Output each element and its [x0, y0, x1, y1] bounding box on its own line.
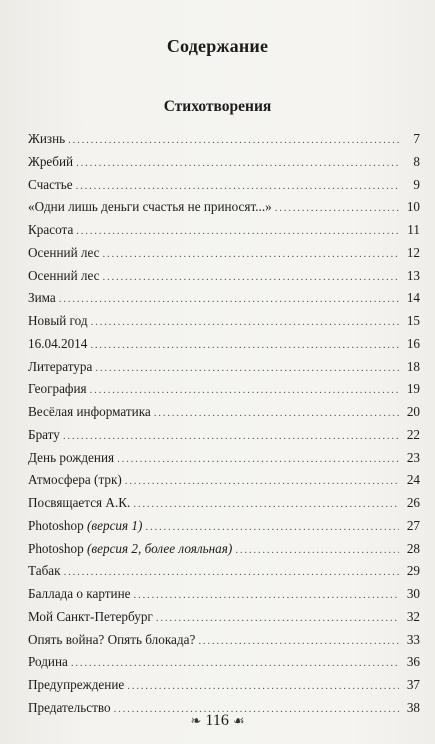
toc-entry-title — [28, 674, 124, 697]
toc-entry-title-text: Мой Санкт-Петербург — [28, 608, 153, 624]
toc-entry-page-number: 8 — [413, 153, 420, 169]
toc-entry — [28, 560, 420, 583]
toc-entry-title — [28, 356, 92, 379]
toc-entry — [28, 356, 420, 379]
toc-entry-title — [28, 560, 61, 583]
toc-entry — [28, 265, 420, 288]
toc-entry-page-number: 7 — [413, 131, 420, 146]
toc-leader-dots — [125, 470, 399, 493]
toc-entry-title-text: Опять война? Опять блокада? — [28, 631, 196, 647]
toc-entry-title — [28, 424, 60, 447]
toc-leader-dots — [76, 175, 399, 198]
toc-entry — [28, 629, 420, 652]
toc-entry — [28, 447, 420, 470]
toc-entry — [28, 424, 420, 447]
toc-entry — [28, 219, 420, 242]
toc-leader-dots — [76, 152, 399, 175]
toc-entry-page-number: 23 — [406, 449, 420, 465]
toc-entry — [28, 196, 420, 219]
toc-entry-title — [28, 196, 272, 219]
toc-leader-dots — [59, 288, 399, 311]
toc-entry-title — [28, 242, 100, 265]
toc-leader-dots — [103, 266, 399, 289]
toc-entry-title — [28, 629, 195, 652]
toc-entry-title-text: Счастье — [28, 176, 73, 192]
toc-entry-page-number: 26 — [406, 495, 420, 510]
toc-entry — [28, 174, 420, 197]
toc-leader-dots — [127, 675, 399, 698]
toc-entry-title — [28, 219, 73, 242]
toc-leader-dots — [63, 425, 399, 448]
toc-entry-title — [28, 606, 153, 629]
toc-leader-dots — [133, 493, 399, 516]
toc-entry-title — [28, 333, 87, 356]
toc-entry-title — [28, 310, 88, 333]
toc-entry-title-text: Зима — [28, 290, 56, 306]
ornament-left-icon: ❧ — [190, 713, 202, 729]
toc-leader-dots — [103, 243, 399, 266]
toc-entry-page-number: 9 — [413, 176, 420, 192]
toc-entry-page-number: 33 — [406, 631, 420, 647]
toc-entry-title — [28, 538, 232, 561]
toc-entry-title-text: Предательство — [28, 699, 111, 715]
toc-entry-title-text: Жребий — [28, 153, 74, 169]
toc-entry-title — [28, 651, 68, 674]
toc-entry-title-text: Баллада о картине — [28, 586, 131, 601]
toc-entry-page-number: 29 — [406, 563, 420, 579]
toc-entry-page-number: 38 — [406, 699, 420, 715]
toc-leader-dots — [117, 448, 399, 471]
toc-entry-title-text: Брату — [28, 426, 60, 442]
toc-leader-dots — [95, 357, 399, 380]
toc-entry-title-text: Атмосфера (трк) — [28, 472, 122, 488]
toc-entry-title — [28, 401, 151, 424]
toc-entry-subtitle: (версия 1) — [87, 517, 143, 533]
toc-entry-page-number: 11 — [407, 222, 420, 237]
toc-entry-page-number: 24 — [406, 472, 420, 488]
toc-entry-page-number: 13 — [406, 267, 420, 283]
toc-entry-title — [28, 265, 100, 288]
toc-leader-dots — [154, 402, 399, 425]
toc-entry-title — [28, 378, 87, 401]
toc-entry-title-text: Предупреждение — [28, 677, 125, 692]
toc-entry-page-number: 18 — [406, 358, 420, 374]
toc-entry-page-number: 22 — [406, 426, 420, 442]
toc-entry-title — [28, 492, 130, 515]
toc-entry-page-number: 10 — [406, 199, 420, 215]
toc-entry-page-number: 15 — [406, 313, 420, 328]
toc-leader-dots — [90, 334, 399, 357]
page-footer — [0, 712, 435, 730]
toc-leader-dots — [64, 561, 399, 584]
toc-entry-title-text: Посвящается А.К. — [28, 495, 131, 510]
toc-entry-subtitle: (версия 2, более лояльная) — [87, 540, 233, 556]
toc-entry-page-number: 28 — [406, 540, 420, 556]
toc-leader-dots — [134, 584, 399, 607]
toc-entry — [28, 242, 420, 265]
toc-entry — [28, 287, 420, 310]
toc-entry — [28, 310, 420, 333]
toc-entry-title — [28, 515, 142, 538]
toc-entry — [28, 128, 420, 151]
toc-entry-page-number: 12 — [406, 244, 420, 260]
toc-entry-title — [28, 174, 73, 197]
toc-leader-dots — [235, 539, 399, 562]
toc-entry-page-number: 27 — [406, 517, 420, 533]
toc-entry-title — [28, 151, 73, 174]
toc-leader-dots — [91, 311, 399, 334]
section-title: Стихотворения — [163, 98, 272, 115]
toc-entry-title-text: География — [28, 381, 87, 397]
toc-entry-title — [28, 469, 122, 492]
toc-entry — [28, 469, 420, 492]
toc-entry-title — [28, 447, 114, 470]
toc-entry-title-text: Жизнь — [28, 131, 66, 146]
toc-leader-dots — [275, 197, 399, 220]
toc-entry-title-text: Литература — [28, 358, 93, 374]
toc-entry-page-number: 30 — [406, 586, 420, 601]
toc-leader-dots — [156, 607, 399, 630]
toc-entry — [28, 401, 420, 424]
toc-entry — [28, 515, 420, 538]
toc-leader-dots — [90, 379, 399, 402]
toc-entry-page-number: 19 — [406, 381, 420, 397]
toc-entry-title-text: Осенний лес — [28, 267, 100, 283]
toc-entry-title-text: День рождения — [28, 449, 115, 465]
toc-leader-dots — [145, 516, 399, 539]
toc-entry-page-number: 14 — [406, 290, 420, 306]
toc-entry-title-text: Красота — [28, 222, 74, 237]
toc-entry-page-number: 36 — [406, 654, 420, 670]
toc-leader-dots — [71, 652, 399, 675]
toc-entry — [28, 538, 420, 561]
toc-entry — [28, 333, 420, 356]
toc-entry-page-number: 16 — [406, 335, 420, 351]
toc-entry-title-text: Весёлая информатика — [28, 404, 151, 419]
ornament-right-icon: ☙ — [232, 713, 245, 729]
toc-entry-title-text: Табак — [28, 563, 61, 579]
toc-entry-page-number: 37 — [406, 677, 420, 692]
toc-entry-page-number: 32 — [406, 608, 420, 624]
toc-entry-title-text: Родина — [28, 654, 68, 670]
toc-entry — [28, 606, 420, 629]
toc-entry — [28, 651, 420, 674]
toc-leader-dots — [68, 129, 399, 152]
toc-entry-title — [28, 583, 131, 606]
toc-entry-title-text: «Одни лишь деньги счастья не приносят...» — [28, 199, 272, 215]
toc-entry — [28, 378, 420, 401]
toc-entry-page-number: 20 — [406, 404, 420, 419]
toc-entry-title — [28, 287, 56, 310]
toc-leader-dots — [198, 630, 399, 653]
page-title: Содержание — [166, 36, 269, 56]
toc-entry-title-text: Осенний лес — [28, 244, 100, 260]
toc-entry-title-text: Photoshop — [28, 517, 87, 533]
toc-entry-title-text: Photoshop — [28, 540, 87, 556]
toc-leader-dots — [76, 220, 399, 243]
page-number: 116 — [205, 712, 229, 729]
table-of-contents — [28, 128, 420, 720]
toc-entry — [28, 492, 420, 515]
toc-entry-title — [28, 128, 65, 151]
toc-entry-title-text: 16.04.2014 — [28, 335, 88, 351]
toc-entry — [28, 151, 420, 174]
toc-entry-title-text: Новый год — [28, 313, 88, 328]
toc-entry — [28, 583, 420, 606]
toc-entry — [28, 674, 420, 697]
